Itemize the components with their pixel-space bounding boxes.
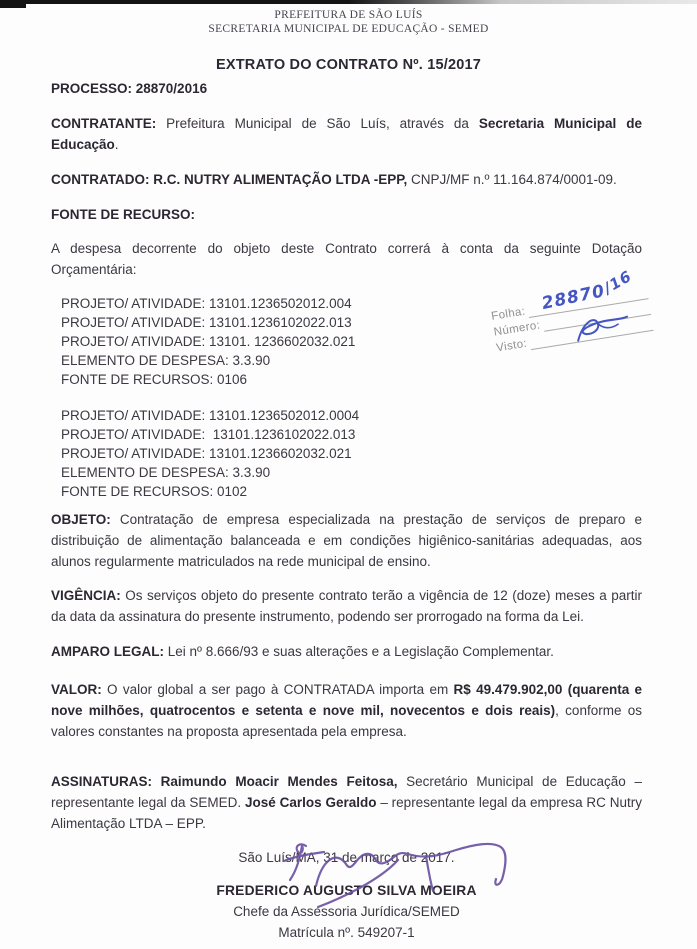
signatory-matricula: Matrícula nº. 549207-1 xyxy=(278,925,415,940)
scan-edge-top-bar xyxy=(0,0,697,4)
stamp-number-digits: 28870 xyxy=(540,281,607,315)
dotacao-block-2 xyxy=(61,406,642,501)
date-line: São Luís/MA, 31 de março de 2017. xyxy=(238,850,455,865)
stamp-visto-label: Visto: xyxy=(495,337,528,355)
assinaturas-label: ASSINATURAS: xyxy=(51,773,152,789)
dotacao-line: PROJETO/ ATIVIDADE: 13101.1236102022.013 xyxy=(61,314,352,330)
assinaturas-paragraph xyxy=(51,771,642,834)
contratante-paragraph xyxy=(51,113,642,155)
vigencia-label: VIGÊNCIA: xyxy=(51,588,121,603)
stamp-folha-label: Folha: xyxy=(490,305,527,323)
signatory-role: Chefe da Assessoria Jurídica/SEMED xyxy=(233,904,460,919)
letterhead xyxy=(0,0,697,36)
contratado-cnpj: CNPJ/MF n.º 11.164.874/0001-09. xyxy=(407,172,617,187)
dotacao-line: PROJETO/ ATIVIDADE: 13101.1236502012.004 xyxy=(61,295,352,311)
document-title: EXTRATO DO CONTRATO Nº. 15/2017 xyxy=(215,57,482,73)
valor-amount: R$ 49.479.902,00 (quarenta e nove milhões, quatrocentos e setenta e nove mil, novecentos e dois reais) xyxy=(51,681,642,718)
contratado-paragraph xyxy=(51,169,642,190)
contratante-label: CONTRATANTE: xyxy=(51,116,157,131)
assinaturas-text-2: – representante legal da empresa RC Nutry Alimentação LTDA – EPP. xyxy=(51,794,643,831)
dotacao-line: FONTE DE RECURSOS: 0102 xyxy=(61,483,248,499)
contratante-text: Prefeitura Municipal de São Luís, através da xyxy=(156,116,479,131)
fonte-recurso-heading xyxy=(51,204,642,225)
dotacao-line: PROJETO/ ATIVIDADE: 13101. 1236602032.021 xyxy=(61,333,356,349)
valor-text-2: , conforme os valores constantes na proposta apresentada pela empresa. xyxy=(51,702,642,739)
dotacao-line: FONTE DE RECURSOS: 0106 xyxy=(61,371,248,387)
dotacao-line: PROJETO/ ATIVIDADE: 13101.1236102022.013 xyxy=(61,426,356,442)
org-name: PREFEITURA DE SÃO LUÍS xyxy=(274,9,423,21)
processo-line: PROCESSO: 28870/2016 xyxy=(51,81,208,96)
valor-text-1: O valor global a ser pago à CONTRATADA importa em xyxy=(101,681,454,697)
objeto-label: OBJETO: xyxy=(51,511,111,527)
amparo-legal-text: Lei nº 8.666/93 e suas alterações e a Legislação Complementar. xyxy=(164,643,554,659)
amparo-legal-paragraph xyxy=(51,641,642,662)
document-body xyxy=(0,79,697,943)
signatory-name: FREDERICO AUGUSTO SILVA MOEIRA xyxy=(216,883,477,898)
contratante-period: . xyxy=(114,137,119,152)
scan-edge-corner xyxy=(0,0,26,8)
assinaturas-text-1: Secretário Municipal de Educação – representante legal da SEMED. xyxy=(51,773,642,810)
vigencia-text: Os serviços objeto do presente contrato terão a vigência de 12 (doze) meses a partir da data da assinatura do presente instrumento, podendo ser prorrogado na forma da Lei. xyxy=(51,588,642,624)
amparo-legal-label: AMPARO LEGAL: xyxy=(51,643,164,659)
objeto-text: Contratação de empresa especializada na prestação de serviços de preparo e distribuição de alimentação balanceada e em condições higiênico-sanitárias adequadas, aos alunos regularmente matriculados na rede municipal de ensino. xyxy=(51,511,642,569)
assinaturas-name-2: José Carlos Geraldo xyxy=(244,794,377,810)
dotacao-line: PROJETO/ ATIVIDADE: 13101.1236502012.0004 xyxy=(61,407,360,423)
dotacao-line: PROJETO/ ATIVIDADE: 13101.1236602032.021 xyxy=(61,445,352,461)
stamp-number-year: /16 xyxy=(600,266,636,298)
dotacao-line: ELEMENTO DE DESPESA: 3.3.90 xyxy=(61,352,271,368)
org-department: SECRETARIA MUNICIPAL DE EDUCAÇÃO - SEMED xyxy=(208,23,489,35)
fonte-recurso-intro: A despesa decorrente do objeto deste Contrato correrá à conta da seguinte Dotação Orçamentária: xyxy=(51,241,642,277)
objeto-paragraph xyxy=(51,509,642,572)
contratante-bold: Secretaria Municipal de Educação xyxy=(51,116,642,152)
valor-label: VALOR: xyxy=(51,681,102,697)
valor-paragraph xyxy=(51,679,642,742)
fonte-recurso-label: FONTE DE RECURSO: xyxy=(51,206,196,222)
contratado-label: CONTRATADO: R.C. NUTRY ALIMENTAÇÃO LTDA -EPP, xyxy=(51,172,408,187)
vigencia-paragraph xyxy=(51,585,642,627)
dotacao-line: ELEMENTO DE DESPESA: 3.3.90 xyxy=(61,464,271,480)
stamp-numero-label: Número: xyxy=(492,319,542,339)
assinaturas-name-1: Raimundo Moacir Mendes Feitosa, xyxy=(152,773,398,789)
